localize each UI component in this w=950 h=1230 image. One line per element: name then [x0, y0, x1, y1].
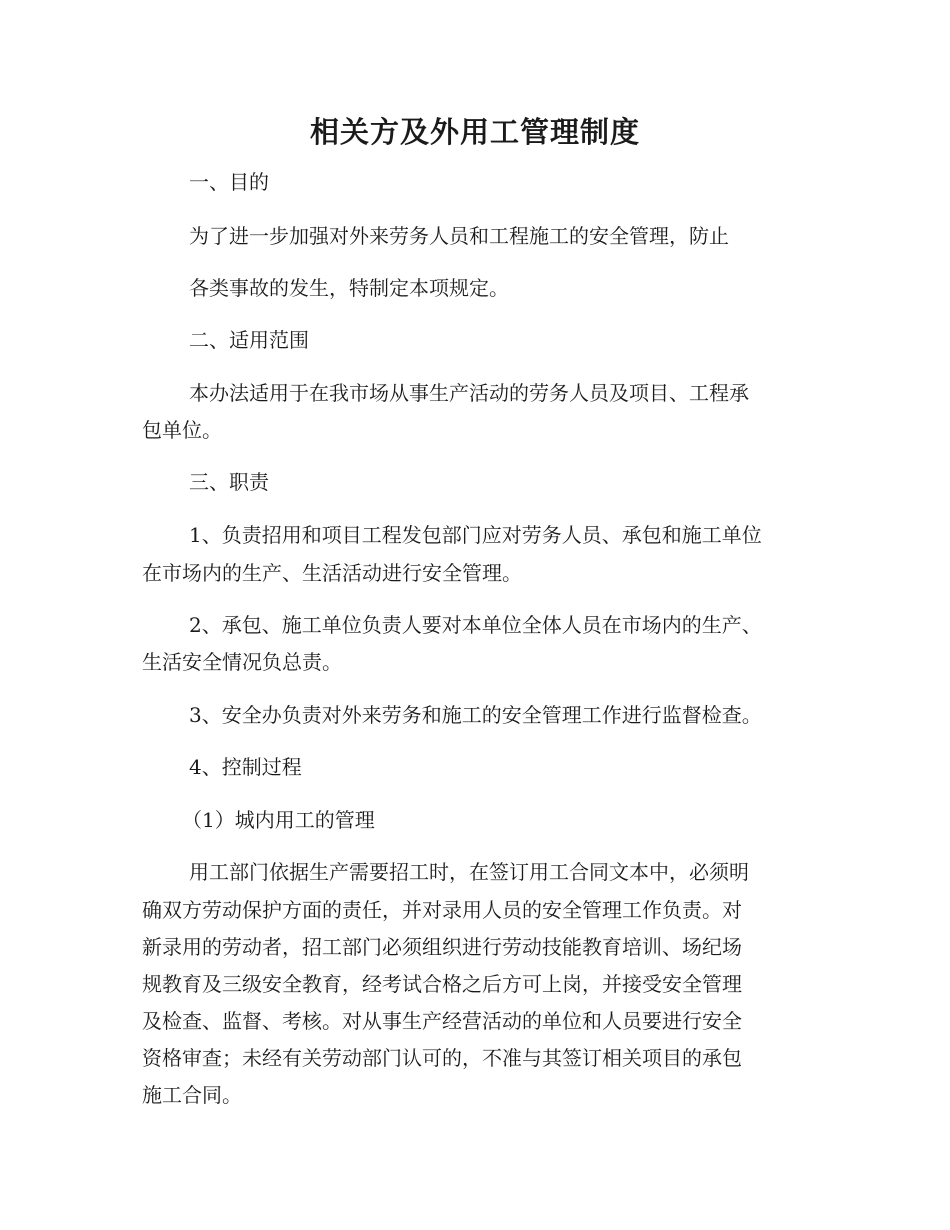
paragraph-line: 施工合同。: [142, 1083, 242, 1107]
paragraph-line: 确双方劳动保护方面的责任，并对录用人员的安全管理工作负责。对: [142, 898, 742, 922]
paragraph-line: 规教育及三级安全教育，经考试合格之后方可上岗，并接受安全管理: [142, 972, 742, 996]
list-item-line: 1、负责招用和项目工程发包部门应对劳务人员、承包和施工单位: [189, 523, 762, 547]
list-item-line: 2、承包、施工单位负责人要对本单位全体人员在市场内的生产、: [189, 613, 762, 637]
document-title: 相关方及外用工管理制度: [309, 115, 640, 149]
list-item-line: 4、控制过程: [189, 755, 302, 779]
list-item-line: 3、安全办负责对外来劳务和施工的安全管理工作进行监督检查。: [189, 703, 762, 727]
paragraph-line: 资格审查；未经有关劳动部门认可的，不准与其签订相关项目的承包: [142, 1046, 742, 1070]
paragraph-line: 为了进一步加强对外来劳务人员和工程施工的安全管理，防止: [189, 224, 729, 248]
paragraph-line: 新录用的劳动者，招工部门必须组织进行劳动技能教育培训、场纪场: [142, 935, 742, 959]
list-item-line: 在市场内的生产、生活活动进行安全管理。: [142, 561, 522, 585]
paragraph-line: 本办法适用于在我市场从事生产活动的劳务人员及项目、工程承: [189, 381, 749, 405]
subsection-heading: （1）城内用工的管理: [182, 808, 375, 832]
paragraph-line: 及检查、监督、考核。对从事生产经营活动的单位和人员要进行安全: [142, 1009, 742, 1033]
section-heading-scope: 二、适用范围: [189, 328, 309, 352]
paragraph-line: 用工部门依据生产需要招工时，在签订用工合同文本中，必须明: [189, 860, 749, 884]
section-heading-purpose: 一、目的: [189, 170, 269, 194]
section-heading-duties: 三、职责: [189, 470, 269, 494]
paragraph-line: 包单位。: [142, 418, 222, 442]
paragraph-line: 各类事故的发生，特制定本项规定。: [189, 276, 509, 300]
list-item-line: 生活安全情况负总责。: [142, 650, 342, 674]
